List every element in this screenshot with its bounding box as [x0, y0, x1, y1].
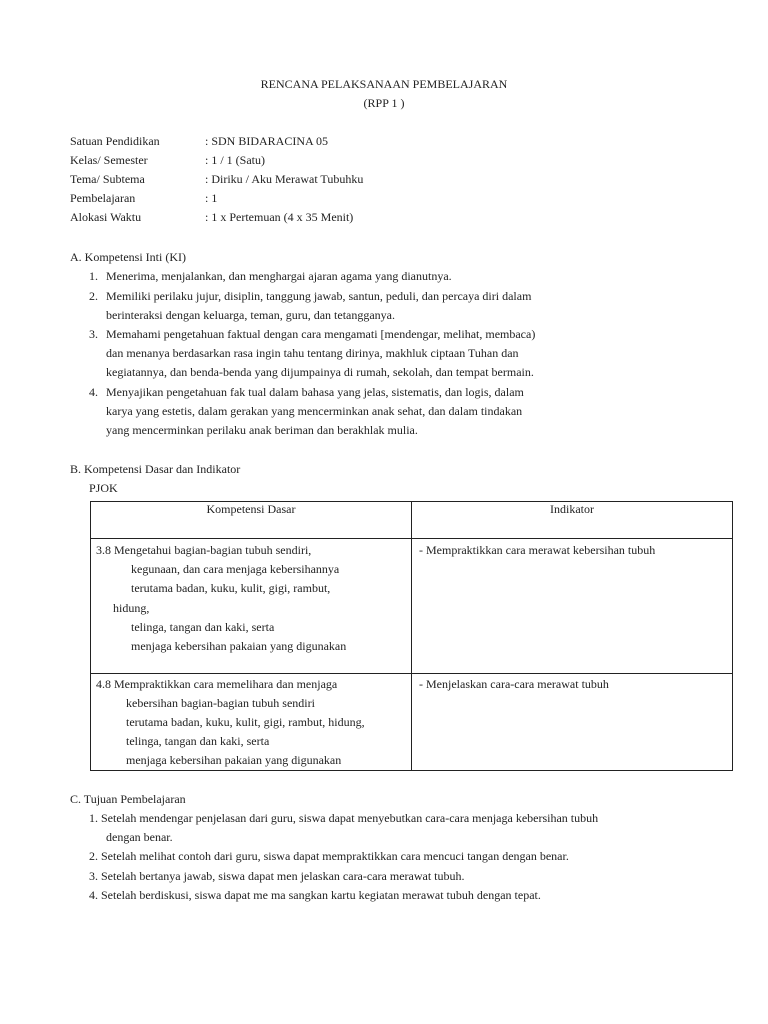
section-b-heading: B. Kompetensi Dasar dan Indikator: [70, 462, 241, 476]
kd-line: 3.8 Mengetahui bagian-bagian tubuh sendiri,: [96, 543, 312, 557]
ki-text-line: Memahami pengetahuan faktual dengan cara mengamati [mendengar, melihat, membaca): [106, 327, 536, 341]
kd-cell: [91, 539, 412, 674]
col-header-indicator: Indikator: [550, 502, 594, 516]
kd-line: terutama badan, kuku, kulit, gigi, rambut, hidung,: [126, 715, 365, 729]
identity-label: Pembelajaran: [70, 191, 136, 205]
ki-number: 3.: [89, 327, 98, 341]
ki-text-line: Menerima, menjalankan, dan menghargai ajaran agama yang dianutnya.: [106, 269, 452, 283]
ki-text-line: karya yang estetis, dalam gerakan yang mencerminkan anak sehat, dan dalam tindakan: [106, 404, 523, 418]
identity-label: Satuan Pendidikan: [70, 134, 160, 148]
table-header-cell: [412, 502, 733, 539]
table-row: [91, 674, 733, 771]
identity-value: : SDN BIDARACINA 05: [205, 134, 329, 148]
identity-label: Kelas/ Semester: [70, 153, 148, 167]
kd-indicator-table: [90, 501, 733, 771]
kd-line: telinga, tangan dan kaki, serta: [131, 620, 275, 634]
identity-label: Alokasi Waktu: [70, 210, 142, 224]
objective-line: 4. Setelah berdiskusi, siswa dapat me ma sangkan kartu kegiatan merawat tubuh dengan tepat.: [89, 888, 541, 902]
ki-text-line: berinteraksi dengan keluarga, teman, guru, dan tetangganya.: [106, 308, 396, 322]
objective-line: 1. Setelah mendengar penjelasan dari guru, siswa dapat menyebutkan cara-cara menjaga kebersihan tubuh: [89, 811, 599, 825]
identity-value: : 1: [205, 191, 218, 205]
ki-text-line: Memiliki perilaku jujur, disiplin, tanggung jawab, santun, peduli, dan percaya diri dalam: [106, 289, 532, 303]
ki-number: 1.: [89, 269, 98, 283]
ki-text-line: dan menanya berdasarkan rasa ingin tahu tentang dirinya, makhluk ciptaan Tuhan dan: [106, 346, 519, 360]
document-subtitle: (RPP 1 ): [363, 96, 405, 110]
kd-line: kebersihan bagian-bagian tubuh sendiri: [126, 696, 315, 710]
ki-number: 4.: [89, 385, 98, 399]
kd-line: terutama badan, kuku, kulit, gigi, rambut,: [131, 581, 331, 595]
table-header-cell: [91, 502, 412, 539]
ki-number: 2.: [89, 289, 98, 303]
kd-line: telinga, tangan dan kaki, serta: [126, 734, 270, 748]
identity-value: : 1 / 1 (Satu): [205, 153, 265, 167]
kd-line: 4.8 Mempraktikkan cara memelihara dan menjaga: [96, 677, 338, 691]
section-c-heading: C. Tujuan Pembelajaran: [70, 792, 186, 806]
subject-label: PJOK: [89, 481, 118, 495]
kd-cell: [91, 674, 412, 771]
col-header-kd: Kompetensi Dasar: [206, 502, 296, 516]
ki-text-line: kegiatannya, dan benda-benda yang dijumpainya di rumah, sekolah, dan tempat bermain.: [106, 365, 534, 379]
kd-line: kegunaan, dan cara menjaga kebersihannya: [131, 562, 340, 576]
kd-line: menjaga kebersihan pakaian yang digunakan: [126, 753, 342, 767]
identity-value: : 1 x Pertemuan (4 x 35 Menit): [205, 210, 354, 224]
identity-label: Tema/ Subtema: [70, 172, 145, 186]
objective-line: dengan benar.: [106, 830, 173, 844]
indicator-cell: [412, 539, 733, 674]
section-a-heading: A. Kompetensi Inti (KI): [70, 250, 186, 264]
document-title: RENCANA PELAKSANAAN PEMBELAJARAN: [260, 77, 508, 91]
objective-line: 3. Setelah bertanya jawab, siswa dapat men jelaskan cara-cara merawat tubuh.: [89, 869, 465, 883]
indicator-text: - Mempraktikkan cara merawat kebersihan tubuh: [419, 543, 656, 557]
ki-text-line: yang mencerminkan perilaku anak beriman dan berakhlak mulia.: [106, 423, 418, 437]
kd-line: hidung,: [113, 601, 150, 615]
kd-line: menjaga kebersihan pakaian yang digunakan: [131, 639, 347, 653]
indicator-cell: [412, 674, 733, 771]
table-row: [91, 539, 733, 674]
indicator-text: - Menjelaskan cara-cara merawat tubuh: [419, 677, 609, 691]
objective-line: 2. Setelah melihat contoh dari guru, siswa dapat mempraktikkan cara mencuci tangan dengan benar.: [89, 849, 569, 863]
identity-value: : Diriku / Aku Merawat Tubuhku: [205, 172, 364, 186]
ki-text-line: Menyajikan pengetahuan fak tual dalam bahasa yang jelas, sistematis, dan logis, dalam: [106, 385, 524, 399]
